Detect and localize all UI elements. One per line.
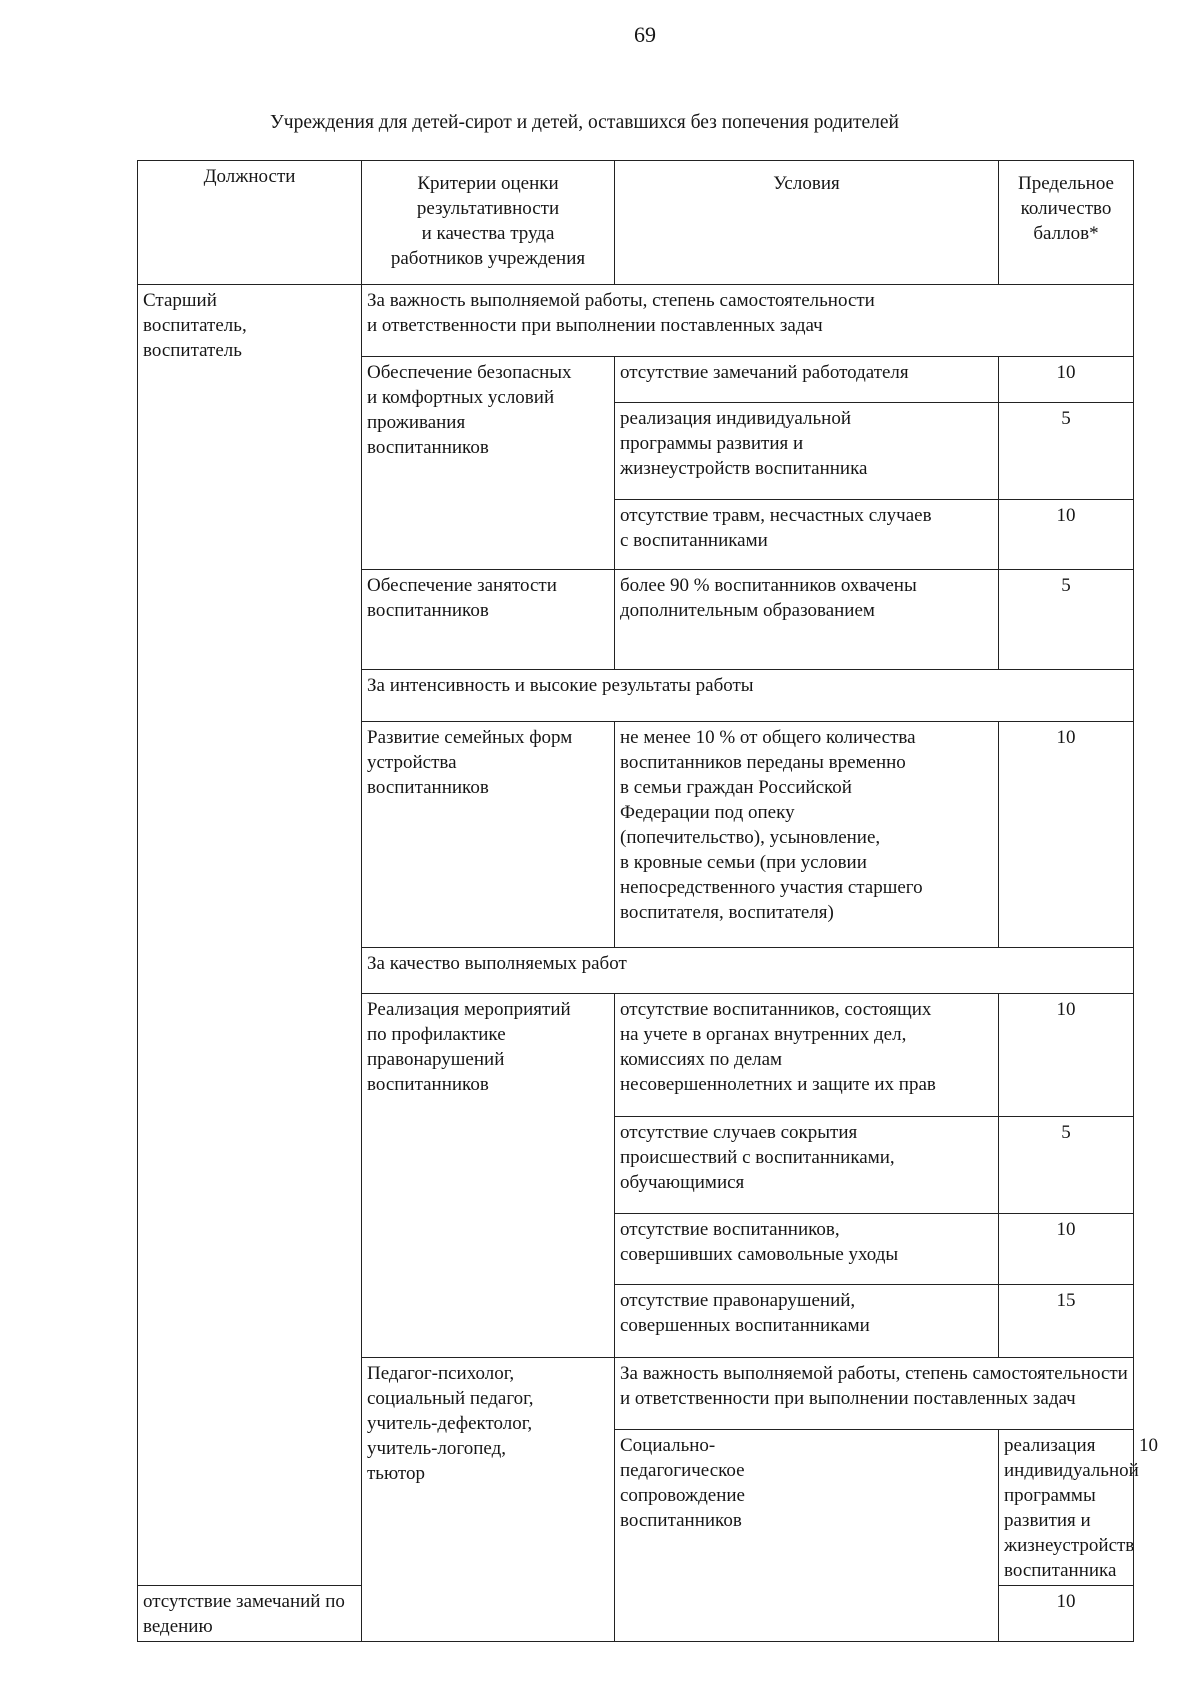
condition-cell: отсутствие замечаний по ведению [138,1586,362,1642]
document-title: Учреждения для детей-сирот и детей, оставшихся без попечения родителей [270,112,899,133]
condition-cell: отсутствие случаев сокрытия происшествий с воспитанниками, обучающимися [615,1117,999,1214]
table-row [138,285,1134,357]
score-cell: 10 [999,1586,1134,1642]
condition-cell: отсутствие воспитанников, состоящих на учете в органах внутренних дел, комиссиях по делам несовершеннолетних и защите их прав [615,994,999,1117]
condition-cell: отсутствие воспитанников, совершивших самовольные уходы [615,1214,999,1285]
score-cell: 5 [999,570,1134,670]
score-cell: 10 [999,500,1134,570]
table-row: Социально- педагогическое сопровождение воспитанников реализация индивидуальной программы развития и жизнеустройств воспитанника 10 [138,1430,1134,1586]
score-cell: 15 [999,1285,1134,1358]
criterion-family-placement: Развитие семейных форм устройства воспитанников [362,722,615,948]
condition-cell: отсутствие правонарушений, совершенных воспитанниками [615,1285,999,1358]
condition-cell: реализация индивидуальной программы развития и жизнеустройств воспитанника [615,403,999,500]
condition-cell: отсутствие травм, несчастных случаев с воспитанниками [615,500,999,570]
criterion-safety: Обеспечение безопасных и комфортных условий проживания воспитанников [362,357,615,570]
score-cell: 5 [999,403,1134,500]
position-psychologist: Педагог-психолог, социальный педагог, учитель-дефектолог, учитель-логопед, тьютор [362,1358,615,1642]
header-max-points: Предельное количество баллов* [999,161,1134,285]
section-quality: За качество выполняемых работ [362,948,1134,994]
section-importance-2: За важность выполняемой работы, степень самостоятельности и ответственности при выполнении поставленных задач [615,1358,1134,1430]
header-position: Должности [138,161,362,285]
header-criteria: Критерии оценки результативности и качества труда работников учреждения [362,161,615,285]
criterion-social-support: Социально- педагогическое сопровождение воспитанников [615,1430,999,1642]
condition-cell: не менее 10 % от общего количества воспитанников переданы временно в семьи граждан Российской Федерации под опеку (попечительство), усыновление, в кровные семьи (при условии непосредственного участия старшего воспитателя, воспитателя) [615,722,999,948]
score-cell: 10 [999,1214,1134,1285]
score-cell: 10 [999,722,1134,948]
score-cell: 10 [999,994,1134,1117]
criteria-table [137,160,1158,1642]
section-importance: За важность выполняемой работы, степень самостоятельности и ответственности при выполнении поставленных задач [362,285,1134,357]
criterion-prevention: Реализация мероприятий по профилактике правонарушений воспитанников [362,994,615,1358]
condition-cell: более 90 % воспитанников охвачены дополнительным образованием [615,570,999,670]
position-senior-educator: Старший воспитатель, воспитатель [138,285,362,1586]
section-intensity: За интенсивность и высокие результаты работы [362,670,1134,722]
header-conditions: Условия [615,161,999,285]
score-cell: 5 [999,1117,1134,1214]
score-cell: 10 [999,357,1134,403]
header-row [138,161,1134,285]
condition-cell: реализация индивидуальной программы развития и жизнеустройств воспитанника [999,1430,1134,1586]
condition-cell: отсутствие замечаний работодателя [615,357,999,403]
criterion-employment: Обеспечение занятости воспитанников [362,570,615,670]
page-number: 69 [634,22,656,47]
